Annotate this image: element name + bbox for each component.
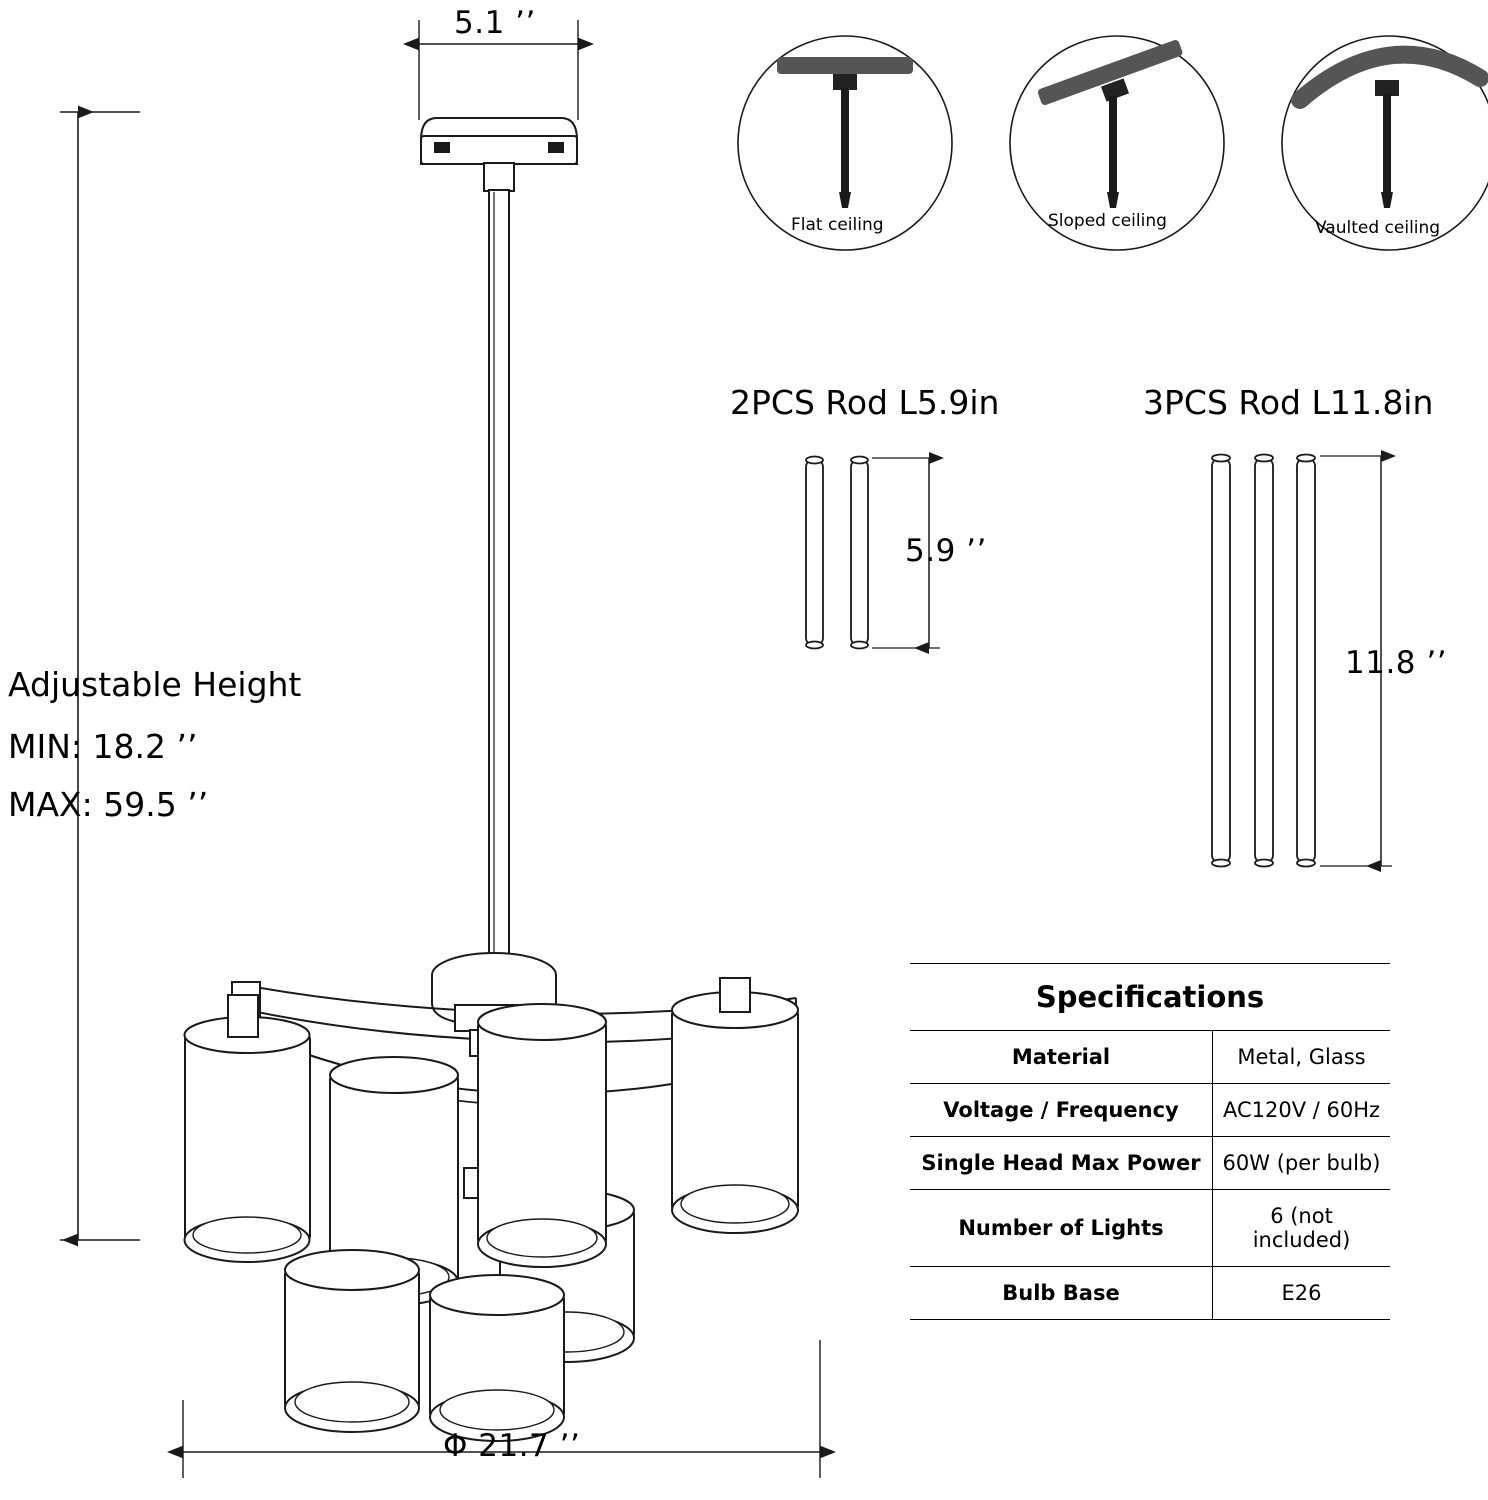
rod-group-short — [806, 457, 868, 649]
spec-key-material: Material — [910, 1031, 1213, 1084]
shade-7 — [672, 978, 798, 1233]
table-row — [910, 1084, 1390, 1137]
canopy-width-label: 5.1 ’’ — [454, 5, 536, 41]
rod-short-title: 2PCS Rod L5.9in — [730, 383, 1000, 422]
specifications-title: Specifications — [910, 964, 1390, 1031]
spec-key-voltage: Voltage / Frequency — [910, 1084, 1213, 1137]
rod-long-length-label: 11.8 ’’ — [1345, 645, 1448, 681]
adjustable-height-max: MAX: 59.5 ’’ — [8, 785, 209, 824]
spec-value-bulb-base: E26 — [1213, 1267, 1391, 1320]
rod-short-length-label: 5.9 ’’ — [905, 533, 987, 569]
specifications-title-row — [910, 964, 1390, 1031]
spec-key-number-of-lights: Number of Lights — [910, 1190, 1213, 1267]
fixture-diameter-label: Φ 21.7 ’’ — [443, 1428, 581, 1464]
specifications-table — [910, 963, 1390, 1320]
adjustable-height-title: Adjustable Height — [8, 665, 302, 704]
spec-value-voltage: AC120V / 60Hz — [1213, 1084, 1391, 1137]
shade-1 — [185, 995, 311, 1262]
adjustable-height-min: MIN: 18.2 ’’ — [8, 727, 198, 766]
shade-3 — [285, 1250, 419, 1432]
table-row — [910, 1137, 1390, 1190]
table-row — [910, 1190, 1390, 1267]
shade-6 — [478, 1004, 606, 1267]
spec-key-bulb-base: Bulb Base — [910, 1267, 1213, 1320]
spec-key-max-power: Single Head Max Power — [910, 1137, 1213, 1190]
flat-ceiling-label: Flat ceiling — [791, 215, 884, 235]
sloped-ceiling-label: Sloped ceiling — [1048, 211, 1167, 231]
spec-value-number-of-lights: 6 (not included) — [1213, 1190, 1391, 1267]
shade-5 — [430, 1275, 564, 1441]
vaulted-ceiling-label: Vaulted ceiling — [1315, 218, 1441, 238]
table-row — [910, 1031, 1390, 1084]
rod-long-title: 3PCS Rod L11.8in — [1143, 383, 1434, 422]
table-row — [910, 1267, 1390, 1320]
chandelier-drawing — [185, 118, 799, 1441]
rod-group-long — [1212, 455, 1315, 867]
spec-value-max-power: 60W (per bulb) — [1213, 1137, 1391, 1190]
spec-value-material: Metal, Glass — [1213, 1031, 1391, 1084]
